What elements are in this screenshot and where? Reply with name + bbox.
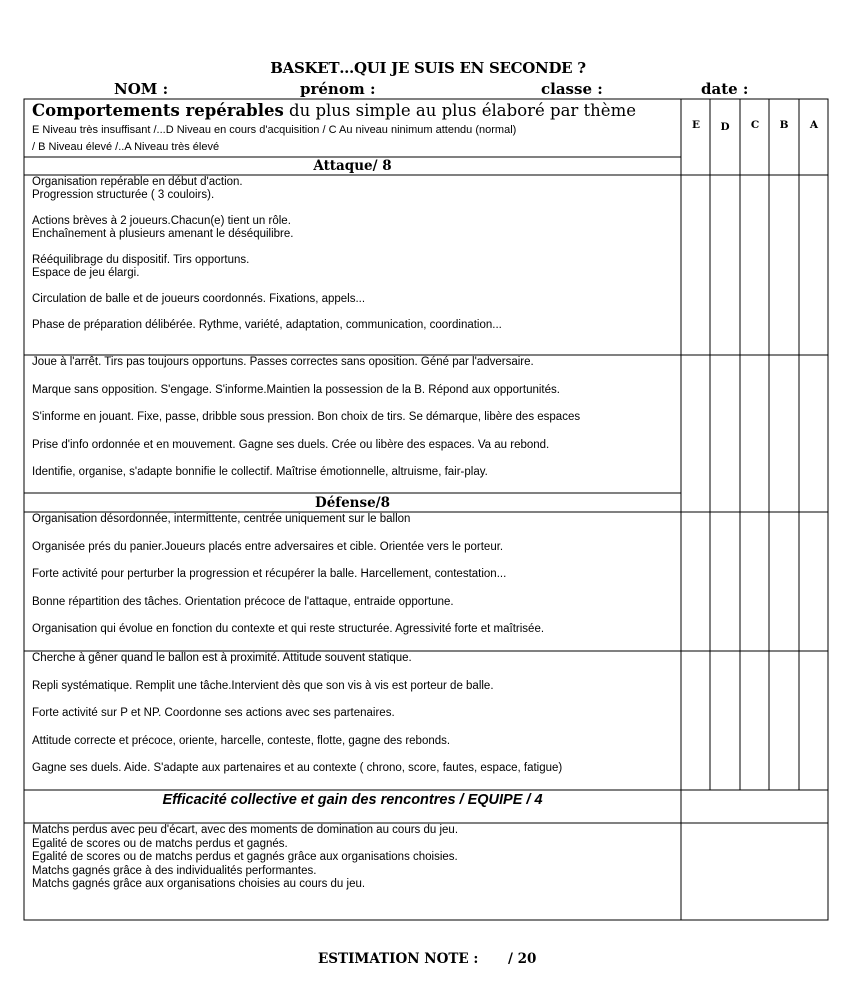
list-item: Joue à l'arrêt. Tirs pas toujours opportuns. Passes correctes sans oposition. Géné par l'adversaire. [32, 356, 534, 368]
list-item: Matchs gagnés grâce à des individualités performantes. [32, 864, 317, 877]
list-item: Matchs perdus avec peu d'écart, avec des moments de domination au cours du jeu. [32, 824, 459, 836]
list-item: Circulation de balle et de joueurs coordonnés. Fixations, appels... [32, 293, 366, 305]
defense-section-title: Défense/8 [314, 495, 391, 511]
prenom-label: prénom : [300, 80, 376, 98]
list-item: S'informe en jouant. Fixe, passe, dribble sous pression. Bon choix de tirs. Se démarque, libère des espaces [32, 411, 581, 423]
list-item: Prise d'info ordonnée et en mouvement. Gagne ses duels. Crée ou libère des espaces. Va au rebond. [32, 438, 550, 451]
attaque-block-1 [32, 176, 502, 332]
list-item: Forte activité sur P et NP. Coordonne ses actions avec ses partenaires. [32, 707, 395, 719]
defense-block-1 [32, 513, 544, 651]
list-item: Organisée prés du panier.Joueurs placés entre adversaires et cible. Orientée vers le porteur. [32, 540, 504, 553]
nom-label: NOM : [114, 80, 169, 98]
list-item: Identifie, organise, s'adapte bonnifie le collectif. Maîtrise émotionnelle, altruisme, fair-play. [32, 466, 488, 478]
competences-title-bold: Comportements repérables [32, 101, 284, 120]
list-item: Organisation repérable en début d'action. [32, 176, 243, 188]
competences-title [32, 101, 636, 120]
list-item: Egalité de scores ou de matchs perdus et gagnés. [32, 837, 288, 850]
list-item [32, 241, 502, 254]
document-title: BASKET…QUI JE SUIS EN SECONDE ? [270, 59, 586, 77]
list-item: Rééquilibrage du dispositif. Tirs opportuns. [32, 254, 250, 266]
list-item: Cherche à gêner quand le ballon est à proximité. Attitude souvent statique. [32, 652, 412, 664]
list-item: Espace de jeu élargi. [32, 267, 140, 279]
column-e: E [691, 119, 700, 131]
attaque-section-title: Attaque/ 8 [313, 158, 392, 174]
list-item: Repli systématique. Remplit une tâche.Intervient dès que son vis à vis est porteur de balle. [32, 679, 494, 692]
column-a: A [809, 119, 819, 131]
estimation-note-score: / 20 [508, 951, 537, 967]
list-item [32, 202, 502, 215]
list-item [32, 306, 502, 319]
efficacite-block [32, 824, 458, 892]
list-item: Phase de préparation délibérée. Rythme, variété, adaptation, communication, coordination... [32, 319, 502, 331]
list-item [32, 280, 502, 293]
list-item: Enchaînement à plusieurs amenant le déséquilibre. [32, 228, 294, 240]
estimation-note-label: ESTIMATION NOTE : [318, 951, 479, 967]
list-item: Attitude correcte et précoce, oriente, harcelle, conteste, flotte, gagne des rebonds. [32, 734, 451, 747]
column-d: D [720, 121, 730, 133]
list-item: Forte activité pour perturber la progression et récupérer la balle. Harcellement, contestation... [32, 568, 507, 580]
list-item: Organisation désordonnée, intermittente, centrée uniquement sur le ballon [32, 513, 411, 525]
list-item: Actions brèves à 2 joueurs.Chacun(e) tient un rôle. [32, 215, 291, 227]
classe-label: classe : [541, 80, 603, 98]
list-item: Marque sans opposition. S'engage. S'informe.Maintien la possession de la B. Répond aux opportunités. [32, 383, 560, 396]
column-c: C [750, 119, 760, 131]
list-item: Gagne ses duels. Aide. S'adapte aux partenaires et au contexte ( chrono, score, fautes, espace, fatigue) [32, 762, 563, 774]
competences-title-rest: du plus simple au plus élaboré par thème [283, 101, 636, 120]
column-b: B [779, 119, 789, 131]
list-item: Egalité de scores ou de matchs perdus et gagnés grâce aux organisations choisies. [32, 851, 458, 864]
list-item: Matchs gagnés grâce aux organisations choisies au cours du jeu. [32, 878, 366, 891]
list-item: Bonne répartition des tâches. Orientation précoce de l'attaque, entraide opportune. [32, 595, 454, 608]
date-label: date : [701, 80, 749, 98]
levels-legend-line1: E Niveau très insuffisant /...D Niveau en cours d'acquisition / C Au niveau ninimum attendu (normal) [32, 124, 517, 136]
defense-block-2 [32, 652, 562, 790]
efficacite-section-title: Efficacité collective et gain des rencontres / EQUIPE / 4 [162, 792, 543, 808]
attaque-block-2 [32, 356, 580, 494]
levels-legend-line2: / B Niveau élevé /..A Niveau très élevé [32, 141, 220, 153]
list-item: Progression structurée ( 3 couloirs). [32, 189, 215, 201]
list-item: Organisation qui évolue en fonction du contexte et qui reste structurée. Agressivité forte et maîtrisée. [32, 623, 545, 635]
